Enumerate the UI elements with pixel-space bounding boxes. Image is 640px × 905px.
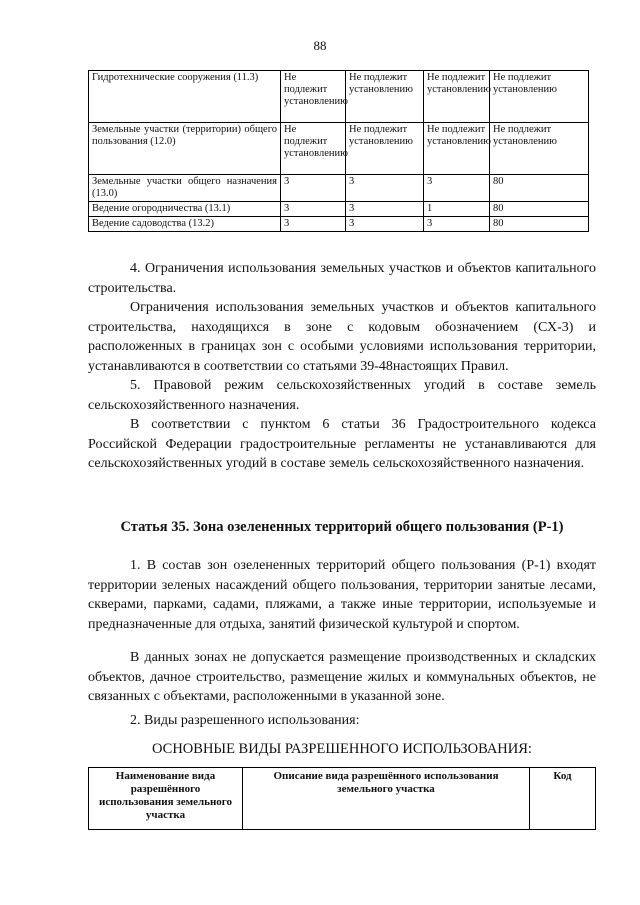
table-cell: Не подлежит установлению: [424, 71, 490, 123]
table-cell: Не подлежит установлению: [490, 123, 589, 175]
section-caps-title: ОСНОВНЫЕ ВИДЫ РАЗРЕШЕННОГО ИСПОЛЬЗОВАНИЯ:: [152, 741, 532, 757]
table-row: [89, 202, 589, 217]
table-row: [89, 71, 589, 123]
column-header-description: Описание вида разрешённого использования земельного участка: [243, 768, 530, 830]
paragraph-zone-composition: 1. В состав зон озелененных территорий общего пользования (Р-1) входят территории зеленых насаждений общего пользования, территории занятые лесами, скверами, парками, садами, пляжами, а также иные территории, используемые и предназначенные для отдыха, занятий физической культурой и спортом.: [88, 558, 596, 632]
restrictions-table: [88, 70, 589, 232]
page-number: 88: [313, 38, 327, 53]
column-header-name: Наименование вида разрешённого использования земельного участка: [89, 768, 243, 830]
paragraph-zone-prohibitions: В данных зонах не допускается размещение производственных и складских объектов, дачное строительство, размещение жилых и коммунальных объектов, не связанных с объектами, расположенными в указанной зоне.: [88, 650, 596, 704]
paragraph-restrictions-heading: 4. Ограничения использования земельных участков и объектов капитального строительства.: [88, 261, 596, 296]
table-cell: 1: [424, 202, 490, 217]
table-cell: 3: [346, 217, 424, 232]
table-cell-name: Ведение садоводства (13.2): [89, 217, 281, 232]
table-cell: Не подлежит установлению: [424, 123, 490, 175]
table-row: [89, 217, 589, 232]
article-title: Статья 35. Зона озелененных территорий общего пользования (Р-1): [120, 519, 564, 535]
paragraph-restrictions-body: Ограничения использования земельных участков и объектов капитального строительства, находящихся в зоне с кодовым обозначением (СХ-3) и расположенных в границах зон с особыми условиями использования территории, устанавливаются в соответствии со статьями 39-48настоящих Правил.: [88, 300, 596, 374]
table-cell: Не подлежит установлению: [490, 71, 589, 123]
table-cell: 3: [281, 202, 346, 217]
table-cell: 3: [424, 175, 490, 202]
table-cell: 3: [424, 217, 490, 232]
table-row: [89, 123, 589, 175]
table-cell-name: Гидротехнические сооружения (11.3): [89, 71, 281, 123]
paragraph-permitted-uses: 2. Виды разрешенного использования:: [130, 713, 360, 728]
table-header-row: [89, 768, 596, 830]
table-row: [89, 175, 589, 202]
table-cell: Не подлежит установлению: [281, 123, 346, 175]
table-cell: 3: [346, 202, 424, 217]
table-cell: 3: [346, 175, 424, 202]
column-header-code: Код: [530, 768, 596, 830]
table-cell: Не подлежит установлению: [281, 71, 346, 123]
table-cell-name: Ведение огородничества (13.1): [89, 202, 281, 217]
table-cell: 80: [490, 175, 589, 202]
table-cell-name: Земельные участки (территории) общего пользования (12.0): [89, 123, 281, 175]
table-cell: 80: [490, 217, 589, 232]
paragraph-legal-regime-body: В соответствии с пунктом 6 статьи 36 Градостроительного кодекса Российской Федерации градостроительные регламенты не устанавливаются для сельскохозяйственных угодий в составе земель сельскохозяйственного назначения.: [88, 417, 596, 471]
table-cell: 3: [281, 217, 346, 232]
table-cell: Не подлежит установлению: [346, 123, 424, 175]
table-cell: Не подлежит установлению: [346, 71, 424, 123]
paragraph-legal-regime-heading: 5. Правовой режим сельскохозяйственных угодий в составе земель сельскохозяйственного назначения.: [88, 378, 596, 413]
permitted-uses-table: [88, 767, 596, 830]
table-cell: 3: [281, 175, 346, 202]
table-cell: 80: [490, 202, 589, 217]
table-cell-name: Земельные участки общего назначения (13.0): [89, 175, 281, 202]
